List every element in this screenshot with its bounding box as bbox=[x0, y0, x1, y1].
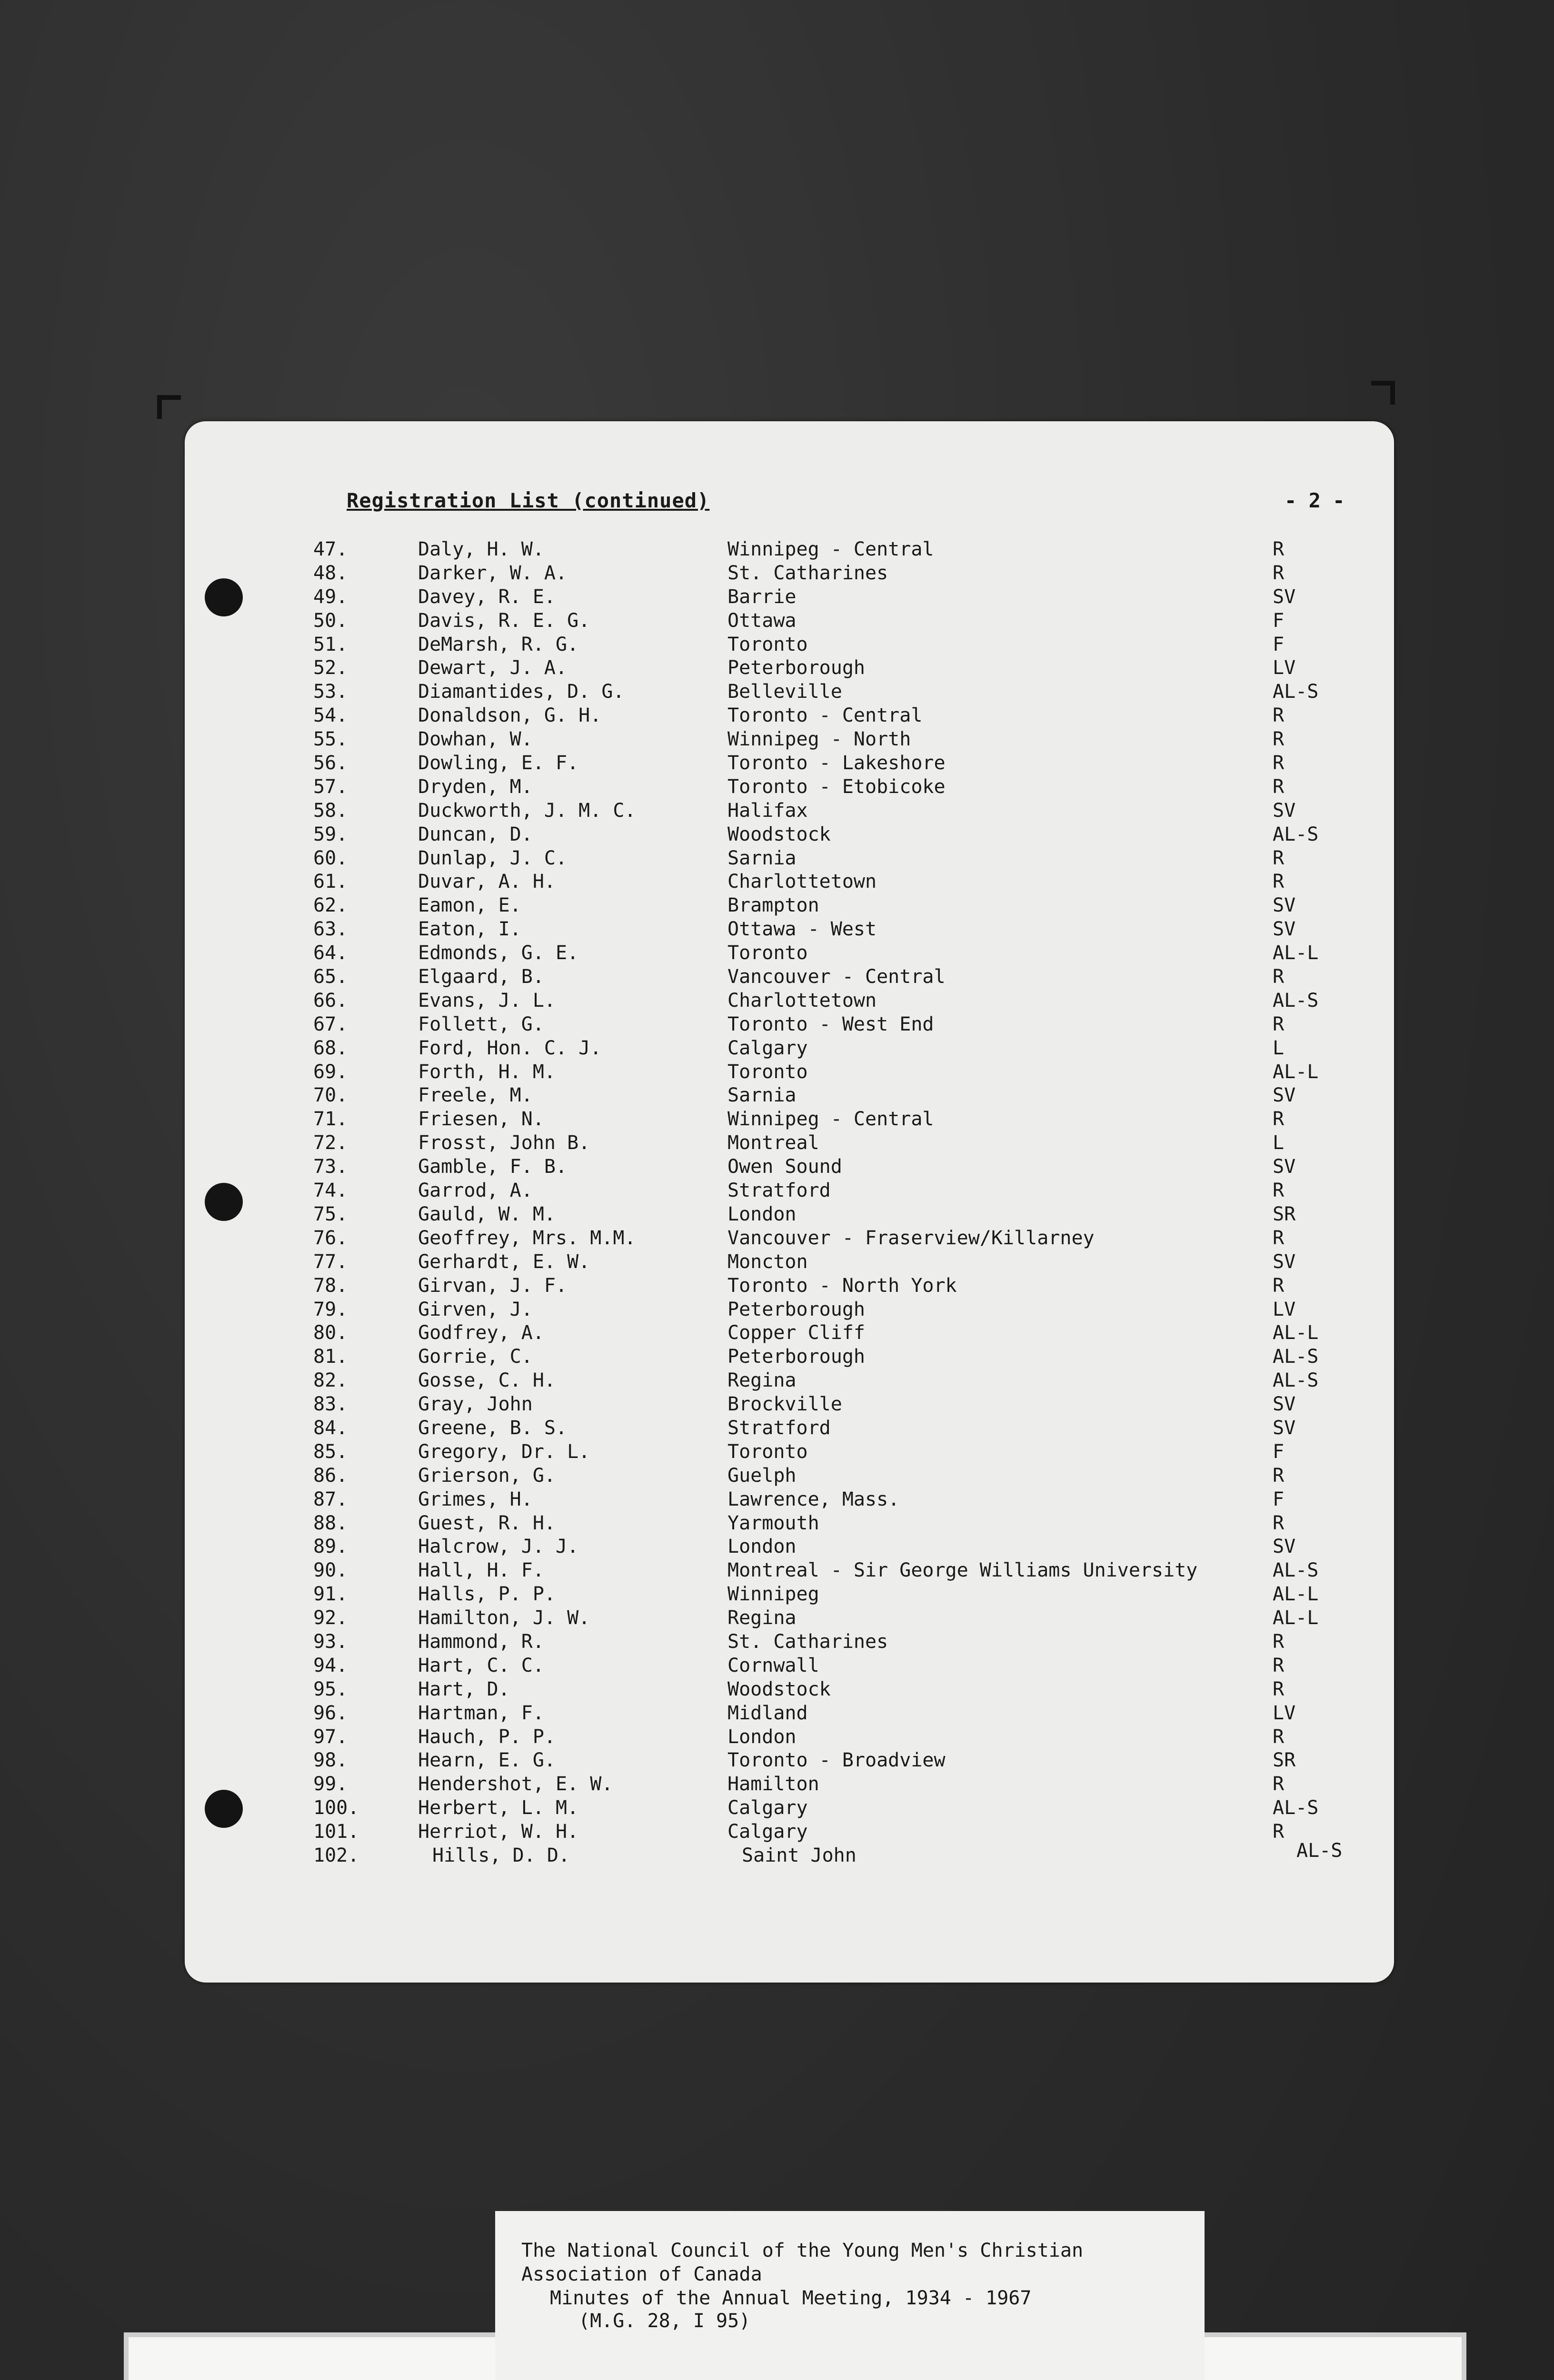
list-item bbox=[185, 1179, 1394, 1203]
registration-code: R bbox=[1273, 704, 1285, 727]
entry-number: 98. bbox=[313, 1749, 348, 1772]
registrant-name: Greene, B. S. bbox=[418, 1417, 568, 1439]
entry-number: 80. bbox=[313, 1322, 348, 1344]
registrant-name: Geoffrey, Mrs. M.M. bbox=[418, 1227, 636, 1249]
list-item bbox=[185, 1061, 1394, 1084]
registration-code: R bbox=[1273, 728, 1285, 751]
registrant-name: Dowhan, W. bbox=[418, 728, 533, 751]
registrant-name: Daly, H. W. bbox=[418, 538, 544, 560]
registrant-name: Follett, G. bbox=[418, 1013, 544, 1035]
list-item bbox=[185, 1583, 1394, 1606]
registrant-name: Garrod, A. bbox=[418, 1180, 533, 1202]
registration-code: R bbox=[1273, 1654, 1285, 1676]
entry-number: 56. bbox=[313, 752, 348, 774]
entry-number: 95. bbox=[313, 1678, 348, 1700]
registration-code: AL-L bbox=[1273, 1322, 1319, 1344]
list-item bbox=[185, 823, 1394, 847]
registrant-name: Herriot, W. H. bbox=[418, 1821, 579, 1843]
collection-label-line: Minutes of the Annual Meeting, 1934 - 1967 bbox=[550, 2287, 1032, 2309]
registration-code: SR bbox=[1273, 1749, 1296, 1772]
registrant-name: Hart, D. bbox=[418, 1678, 510, 1700]
list-item bbox=[185, 1464, 1394, 1488]
registration-code: R bbox=[1273, 1726, 1285, 1748]
list-item bbox=[185, 1654, 1394, 1678]
registrant-location: Ottawa bbox=[727, 609, 797, 632]
registrant-location: Calgary bbox=[727, 1037, 808, 1059]
entry-number: 63. bbox=[313, 918, 348, 941]
registrant-location: London bbox=[727, 1536, 797, 1558]
entry-number: 71. bbox=[313, 1108, 348, 1130]
registrant-location: Peterborough bbox=[727, 1298, 865, 1320]
registrant-name: Grierson, G. bbox=[418, 1464, 556, 1487]
registration-code: AL-S bbox=[1273, 823, 1319, 845]
entry-number: 66. bbox=[313, 989, 348, 1012]
registrant-name: Gauld, W. M. bbox=[418, 1203, 556, 1225]
list-item bbox=[185, 894, 1394, 918]
list-item bbox=[185, 1630, 1394, 1654]
registrant-location: Toronto - North York bbox=[727, 1274, 957, 1297]
registrant-name: Girvan, J. F. bbox=[418, 1274, 568, 1297]
registrant-location: Regina bbox=[727, 1607, 797, 1629]
registrant-name: Dowling, E. F. bbox=[418, 752, 579, 774]
registration-code: R bbox=[1273, 966, 1285, 988]
entry-number: 102. bbox=[313, 1844, 359, 1866]
registration-sheet bbox=[185, 421, 1394, 1983]
list-item bbox=[185, 633, 1394, 657]
entry-number: 78. bbox=[313, 1274, 348, 1297]
registrant-location: London bbox=[727, 1203, 797, 1225]
entry-number: 92. bbox=[313, 1607, 348, 1629]
entry-number: 90. bbox=[313, 1559, 348, 1582]
registrant-location: Stratford bbox=[727, 1180, 831, 1202]
registrant-location: St. Catharines bbox=[727, 1630, 888, 1653]
registration-code: SV bbox=[1273, 894, 1296, 917]
list-item bbox=[185, 1203, 1394, 1227]
list-item bbox=[185, 680, 1394, 704]
list-item bbox=[185, 1084, 1394, 1108]
registration-code: SV bbox=[1273, 918, 1296, 941]
entry-number: 64. bbox=[313, 942, 348, 964]
registrant-location: London bbox=[727, 1726, 797, 1748]
list-item bbox=[185, 1037, 1394, 1061]
registration-code: SV bbox=[1273, 1417, 1296, 1439]
registrant-location: Cornwall bbox=[727, 1654, 819, 1676]
registrant-name: Edmonds, G. E. bbox=[418, 942, 579, 964]
registrant-location: Toronto bbox=[727, 942, 808, 964]
registrant-name: Hendershot, E. W. bbox=[418, 1773, 613, 1795]
list-item bbox=[185, 1559, 1394, 1583]
registration-code: AL-L bbox=[1273, 1583, 1319, 1606]
registrant-location: Hamilton bbox=[727, 1773, 819, 1795]
registrant-name: Hartman, F. bbox=[418, 1702, 544, 1724]
registration-code: R bbox=[1273, 1630, 1285, 1653]
registrant-location: Ottawa - West bbox=[727, 918, 877, 941]
registration-code: R bbox=[1273, 1013, 1285, 1035]
list-item bbox=[185, 965, 1394, 989]
collection-label-line: Association of Canada bbox=[521, 2263, 762, 2285]
entry-number: 54. bbox=[313, 704, 348, 727]
registrant-name: Friesen, N. bbox=[418, 1108, 544, 1130]
entry-number: 68. bbox=[313, 1037, 348, 1059]
registrant-location: Montreal bbox=[727, 1132, 819, 1154]
list-item bbox=[185, 1155, 1394, 1179]
entry-number: 81. bbox=[313, 1346, 348, 1368]
registrant-location: Toronto bbox=[727, 633, 808, 655]
registrant-location: Montreal - Sir George Williams University bbox=[727, 1559, 1198, 1582]
registrant-location: Vancouver - Fraserview/Killarney bbox=[727, 1227, 1095, 1249]
registrant-name: Davis, R. E. G. bbox=[418, 609, 590, 632]
registration-code: LV bbox=[1273, 1702, 1296, 1724]
registration-code: R bbox=[1273, 1678, 1285, 1700]
registrant-location: Charlottetown bbox=[727, 871, 877, 893]
registrant-location: Toronto - Etobicoke bbox=[727, 775, 946, 798]
list-item bbox=[185, 609, 1394, 633]
registrant-location: Winnipeg - North bbox=[727, 728, 911, 751]
registrant-name: Frosst, John B. bbox=[418, 1132, 590, 1154]
registrant-name: Hamilton, J. W. bbox=[418, 1607, 590, 1629]
registration-code: R bbox=[1273, 775, 1285, 798]
collection-label-line: The National Council of the Young Men's Christian bbox=[521, 2240, 1084, 2261]
registrant-location: Toronto - Central bbox=[727, 704, 923, 727]
entry-number: 57. bbox=[313, 775, 348, 798]
registrant-location: Toronto - Broadview bbox=[727, 1749, 946, 1772]
registrant-name: Dryden, M. bbox=[418, 775, 533, 798]
list-item bbox=[185, 1839, 1394, 1868]
registration-code: SV bbox=[1273, 1250, 1296, 1273]
registrant-name: Herbert, L. M. bbox=[418, 1797, 579, 1819]
collection-label bbox=[495, 2211, 1205, 2380]
entry-number: 89. bbox=[313, 1536, 348, 1558]
registrant-location: Toronto - Lakeshore bbox=[727, 752, 946, 774]
list-item bbox=[185, 799, 1394, 823]
list-item bbox=[185, 1512, 1394, 1536]
registration-code: AL-L bbox=[1273, 1061, 1319, 1083]
registrant-location: Regina bbox=[727, 1369, 797, 1392]
registrant-name: Eamon, E. bbox=[418, 894, 521, 917]
registration-code: AL-S bbox=[1273, 1797, 1319, 1819]
registrant-name: Donaldson, G. H. bbox=[418, 704, 602, 727]
registrant-location: Lawrence, Mass. bbox=[727, 1488, 900, 1510]
list-item bbox=[185, 1773, 1394, 1796]
entry-number: 97. bbox=[313, 1726, 348, 1748]
list-item bbox=[185, 1726, 1394, 1749]
registrant-name: Duncan, D. bbox=[418, 823, 533, 845]
entry-number: 99. bbox=[313, 1773, 348, 1795]
registrant-name: Hall, H. F. bbox=[418, 1559, 544, 1582]
registrant-location: Winnipeg - Central bbox=[727, 1108, 934, 1130]
entry-number: 50. bbox=[313, 609, 348, 632]
registrant-name: Grimes, H. bbox=[418, 1488, 533, 1510]
registration-code: SR bbox=[1273, 1203, 1296, 1225]
list-item bbox=[185, 538, 1394, 562]
registration-code: AL-S bbox=[1273, 1369, 1319, 1392]
registrant-name: Gray, John bbox=[418, 1393, 533, 1416]
registrant-location: Woodstock bbox=[727, 1678, 831, 1700]
registrant-location: Peterborough bbox=[727, 1346, 865, 1368]
registrant-location: Sarnia bbox=[727, 847, 797, 869]
registrant-location: Winnipeg - Central bbox=[727, 538, 934, 560]
registration-code: AL-S bbox=[1273, 989, 1319, 1012]
registration-code: AL-L bbox=[1273, 942, 1319, 964]
entry-number: 52. bbox=[313, 657, 348, 679]
entry-number: 88. bbox=[313, 1512, 348, 1534]
registrant-location: Calgary bbox=[727, 1821, 808, 1843]
entry-number: 77. bbox=[313, 1250, 348, 1273]
entry-number: 101. bbox=[313, 1821, 359, 1843]
list-item bbox=[185, 656, 1394, 680]
registrant-name: Hauch, P. P. bbox=[418, 1726, 556, 1748]
document-title: Registration List (continued) bbox=[347, 489, 710, 512]
list-item bbox=[185, 1298, 1394, 1322]
registrant-name: Guest, R. H. bbox=[418, 1512, 556, 1534]
list-item bbox=[185, 1820, 1394, 1844]
registration-code: LV bbox=[1273, 657, 1296, 679]
registrant-location: Charlottetown bbox=[727, 989, 877, 1012]
entry-number: 59. bbox=[313, 823, 348, 845]
list-item bbox=[185, 562, 1394, 585]
entry-number: 87. bbox=[313, 1488, 348, 1510]
list-item bbox=[185, 1013, 1394, 1037]
entry-number: 53. bbox=[313, 681, 348, 703]
registrant-name: Elgaard, B. bbox=[418, 966, 544, 988]
registration-code: R bbox=[1273, 1821, 1285, 1843]
registration-code: R bbox=[1273, 562, 1285, 584]
registration-code: L bbox=[1273, 1132, 1285, 1154]
list-item bbox=[185, 704, 1394, 728]
registrant-name: Freele, M. bbox=[418, 1084, 533, 1107]
list-item bbox=[185, 1749, 1394, 1773]
entry-number: 84. bbox=[313, 1417, 348, 1439]
entry-number: 85. bbox=[313, 1440, 348, 1463]
list-item bbox=[185, 1535, 1394, 1559]
registrant-name: Gamble, F. B. bbox=[418, 1156, 568, 1178]
registrant-location: Brampton bbox=[727, 894, 819, 917]
registrant-name: Gosse, C. H. bbox=[418, 1369, 556, 1392]
list-item bbox=[185, 870, 1394, 894]
registrant-location: Barrie bbox=[727, 585, 797, 608]
list-item bbox=[185, 1440, 1394, 1464]
registration-code: L bbox=[1273, 1037, 1285, 1059]
registrant-name: Forth, H. M. bbox=[418, 1061, 556, 1083]
entry-number: 83. bbox=[313, 1393, 348, 1416]
registrant-location: Saint John bbox=[742, 1844, 857, 1866]
entry-number: 91. bbox=[313, 1583, 348, 1606]
list-item bbox=[185, 1227, 1394, 1250]
list-item bbox=[185, 1417, 1394, 1440]
registrant-location: Winnipeg bbox=[727, 1583, 819, 1606]
registrant-name: Hearn, E. G. bbox=[418, 1749, 556, 1772]
entry-number: 61. bbox=[313, 871, 348, 893]
registrant-location: Woodstock bbox=[727, 823, 831, 845]
registrant-location: Copper Cliff bbox=[727, 1322, 865, 1344]
list-item bbox=[185, 775, 1394, 799]
frame-corner-mark bbox=[1371, 381, 1395, 405]
list-item bbox=[185, 942, 1394, 965]
registration-code: SV bbox=[1273, 1536, 1296, 1558]
registrant-location: Brockville bbox=[727, 1393, 842, 1416]
registration-code: AL-S bbox=[1273, 1346, 1319, 1368]
registration-code: SV bbox=[1273, 1393, 1296, 1416]
list-item bbox=[185, 1369, 1394, 1393]
registration-code: R bbox=[1273, 1464, 1285, 1487]
registration-code: SV bbox=[1273, 799, 1296, 822]
list-item bbox=[185, 1393, 1394, 1417]
list-item bbox=[185, 1250, 1394, 1274]
list-item bbox=[185, 1345, 1394, 1369]
registration-code: F bbox=[1273, 1488, 1285, 1510]
registrant-name: Halcrow, J. J. bbox=[418, 1536, 579, 1558]
registrant-name: Davey, R. E. bbox=[418, 585, 556, 608]
registrant-name: Gerhardt, E. W. bbox=[418, 1250, 590, 1273]
registration-code: SV bbox=[1273, 1156, 1296, 1178]
entry-number: 70. bbox=[313, 1084, 348, 1107]
entry-number: 96. bbox=[313, 1702, 348, 1724]
collection-label-line: (M.G. 28, I 95) bbox=[578, 2310, 751, 2332]
registrant-name: Duvar, A. H. bbox=[418, 871, 556, 893]
registration-code: R bbox=[1273, 538, 1285, 560]
entry-number: 72. bbox=[313, 1132, 348, 1154]
registration-code: R bbox=[1273, 847, 1285, 869]
registrant-location: Toronto bbox=[727, 1061, 808, 1083]
registration-code: R bbox=[1273, 1512, 1285, 1534]
entry-number: 79. bbox=[313, 1298, 348, 1320]
registrant-name: Hart, C. C. bbox=[418, 1654, 544, 1676]
registration-code: AL-L bbox=[1273, 1607, 1319, 1629]
registration-code: R bbox=[1273, 1274, 1285, 1297]
registrant-name: Gregory, Dr. L. bbox=[418, 1440, 590, 1463]
frame-corner-mark bbox=[157, 395, 181, 419]
entry-number: 100. bbox=[313, 1797, 359, 1819]
registration-code: AL-S bbox=[1273, 681, 1319, 703]
registrant-name: Eaton, I. bbox=[418, 918, 521, 941]
list-item bbox=[185, 1131, 1394, 1155]
registrant-name: Gorrie, C. bbox=[418, 1346, 533, 1368]
registrant-location: Sarnia bbox=[727, 1084, 797, 1107]
registrant-location: Moncton bbox=[727, 1250, 808, 1273]
entry-number: 58. bbox=[313, 799, 348, 822]
registration-code: F bbox=[1273, 609, 1285, 632]
registrant-name: Dunlap, J. C. bbox=[418, 847, 568, 869]
list-item bbox=[185, 728, 1394, 752]
registration-code: R bbox=[1273, 871, 1285, 893]
registration-code: AL-S bbox=[1273, 1559, 1319, 1582]
registrant-name: Ford, Hon. C. J. bbox=[418, 1037, 602, 1059]
entry-number: 55. bbox=[313, 728, 348, 751]
registration-code: SV bbox=[1273, 585, 1296, 608]
registrant-location: Yarmouth bbox=[727, 1512, 819, 1534]
entry-number: 60. bbox=[313, 847, 348, 869]
entry-number: 74. bbox=[313, 1180, 348, 1202]
registrant-location: Belleville bbox=[727, 681, 842, 703]
registration-code: R bbox=[1273, 1773, 1285, 1795]
registration-code: LV bbox=[1273, 1298, 1296, 1320]
registrant-location: Calgary bbox=[727, 1797, 808, 1819]
entry-number: 86. bbox=[313, 1464, 348, 1487]
entry-number: 76. bbox=[313, 1227, 348, 1249]
registrant-name: DeMarsh, R. G. bbox=[418, 633, 579, 655]
registrant-name: Hammond, R. bbox=[418, 1630, 544, 1653]
registration-code: F bbox=[1273, 1440, 1285, 1463]
registrant-location: Guelph bbox=[727, 1464, 797, 1487]
registrant-name: Hills, D. D. bbox=[432, 1844, 570, 1866]
list-item bbox=[185, 585, 1394, 609]
list-item bbox=[185, 989, 1394, 1013]
registration-code: F bbox=[1273, 633, 1285, 655]
registration-list bbox=[185, 538, 1394, 1868]
entry-number: 67. bbox=[313, 1013, 348, 1035]
registration-code: R bbox=[1273, 1108, 1285, 1130]
registration-code: SV bbox=[1273, 1084, 1296, 1107]
registrant-name: Diamantides, D. G. bbox=[418, 681, 625, 703]
registrant-name: Darker, W. A. bbox=[418, 562, 568, 584]
entry-number: 62. bbox=[313, 894, 348, 917]
registrant-location: Peterborough bbox=[727, 657, 865, 679]
registration-code: R bbox=[1273, 752, 1285, 774]
registrant-name: Evans, J. L. bbox=[418, 989, 556, 1012]
list-item bbox=[185, 752, 1394, 775]
list-item bbox=[185, 918, 1394, 942]
registrant-location: Midland bbox=[727, 1702, 808, 1724]
entry-number: 75. bbox=[313, 1203, 348, 1225]
entry-number: 94. bbox=[313, 1654, 348, 1676]
list-item bbox=[185, 1488, 1394, 1512]
entry-number: 82. bbox=[313, 1369, 348, 1392]
entry-number: 48. bbox=[313, 562, 348, 584]
registrant-name: Halls, P. P. bbox=[418, 1583, 556, 1606]
entry-number: 65. bbox=[313, 966, 348, 988]
registrant-location: St. Catharines bbox=[727, 562, 888, 584]
registrant-location: Halifax bbox=[727, 799, 808, 822]
list-item bbox=[185, 1274, 1394, 1298]
list-item bbox=[185, 847, 1394, 871]
list-item bbox=[185, 1606, 1394, 1630]
registration-code: AL-S bbox=[1296, 1839, 1343, 1862]
page-number: - 2 - bbox=[1285, 489, 1345, 512]
entry-number: 69. bbox=[313, 1061, 348, 1083]
entry-number: 93. bbox=[313, 1630, 348, 1653]
list-item bbox=[185, 1796, 1394, 1820]
registrant-location: Stratford bbox=[727, 1417, 831, 1439]
registrant-name: Godfrey, A. bbox=[418, 1322, 544, 1344]
list-item bbox=[185, 1678, 1394, 1702]
list-item bbox=[185, 1702, 1394, 1726]
entry-number: 51. bbox=[313, 633, 348, 655]
list-item bbox=[185, 1321, 1394, 1345]
entry-number: 49. bbox=[313, 585, 348, 608]
registrant-name: Girven, J. bbox=[418, 1298, 533, 1320]
registrant-location: Toronto bbox=[727, 1440, 808, 1463]
registrant-location: Vancouver - Central bbox=[727, 966, 946, 988]
registrant-name: Dewart, J. A. bbox=[418, 657, 568, 679]
registration-code: R bbox=[1273, 1180, 1285, 1202]
registrant-location: Toronto - West End bbox=[727, 1013, 934, 1035]
registrant-location: Owen Sound bbox=[727, 1156, 842, 1178]
registrant-name: Duckworth, J. M. C. bbox=[418, 799, 636, 822]
entry-number: 47. bbox=[313, 538, 348, 560]
entry-number: 73. bbox=[313, 1156, 348, 1178]
registration-code: R bbox=[1273, 1227, 1285, 1249]
list-item bbox=[185, 1108, 1394, 1131]
